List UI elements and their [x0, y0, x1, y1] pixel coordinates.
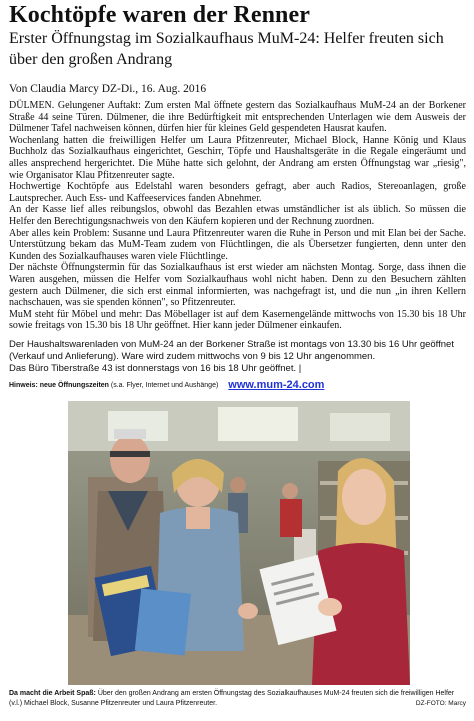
paragraph: Der nächste Öffnungstermin für das Sozialkaufhaus ist erst wieder am nächsten Montag. Sorge, dass ihnen die Waren ausgehen, müssen die Helfer vom Sozialkaufhaus wohl nicht haben. Denn zu den Besuchern zählten gestern auch Dülmener, die sich erst einmal informierten, was nachgefragt ist, und die nun „in ihren Kellern nachschauen, was sie spenden können", so Pfitzenreuter. [9, 262, 466, 309]
article-photo [68, 401, 410, 685]
paragraph: Hochwertige Kochtöpfe aus Edelstahl waren besonders gefragt, aber auch Radios, Stereoanlagen, große Lautsprecher. Auch Ess- und Kaffeeservices fanden Abnehmer. [9, 181, 466, 204]
paragraph: An der Kasse lief alles reibungslos, obwohl das Bezahlen etwas umständlicher ist als üblich. So müssen die Helfer den Berechtigungsnachweis von den Käufern kopieren und der Rechnung zuordnen. [9, 204, 466, 227]
article-subhead: Erster Öffnungstag im Sozialkaufhaus MuM-24: Helfer freuten sich über den großen Andrang [9, 30, 444, 68]
website-link[interactable]: www.mum-24.com [228, 379, 325, 391]
photo-illustration [68, 401, 410, 685]
photo-credit: DZ-FOTO: Marcy [415, 700, 466, 707]
hours-paragraph: Der Haushaltswarenladen von MuM-24 an der Borkener Straße ist montags von 13.30 bis 16 Uhr geöffnet (Verkauf und Anlieferung). Ware wird zudem mittwochs von 9 bis 12 Uhr angenommen. [9, 339, 454, 362]
paragraph: Wochenlang hatten die freiwilligen Helfer um Laura Pfitzenreuter, Michael Block, Hanne König und Klaus Buchholz das Sozialkaufhaus eingerichtet, Geschirr, Töpfe und Haushaltsgeräte in die Regale eingeräumt und alles ansprechend hergerichtet. Die Mühe hatte sich gelohnt, der Andrang am ersten Öffnungstag war „riesig", wie Organisator Klau Pfitzenreuter sagte. [9, 134, 466, 181]
caption-lead: Da macht die Arbeit Spaß: [9, 690, 96, 697]
hours-paragraph: Das Büro Tiberstraße 43 ist donnerstags von 16 bis 18 Uhr geöffnet. | [9, 363, 302, 374]
paragraph: MuM steht für Möbel und mehr: Das Möbellager ist auf dem Kasernengelände mittwochs von 15.30 bis 18 Uhr sowie freitags von 15.30 bis 18 Uhr geöffnet. Hier kann jeder Dülmener einkaufen. [9, 308, 466, 332]
article-headline: Kochtöpfe waren der Renner [9, 2, 311, 28]
hint-line [9, 379, 469, 392]
caption-text: Über den großen Andrang am ersten Öffnungstag des Sozialkaufhauses MuM-24 freuten sich die freiwilligen Helfer (v.l.) Michael Block, Susanne Pfitzenreuter und Laura Pfitzenreuter. [9, 690, 455, 707]
article-byline: Von Claudia Marcy DZ-Di., 16. Aug. 2016 [9, 83, 207, 95]
article-body [9, 100, 466, 332]
paragraph: Aber alles kein Problem: Susanne und Laura Pfitzenreuter waren die Ruhe in Person und mit Elan bei der Sache. Unterstützung bekam das MuM-Team zudem von Flüchtlingen, die als Übersetzer fungierten, denn unter den Kunden des Sozialkaufhauses waren viele Flüchtlinge. [9, 227, 466, 262]
hint-label: Hinweis: neue Öffnungszeiten [9, 382, 109, 389]
photo-caption [9, 689, 466, 709]
hint-detail: (s.a. Flyer, Internet und Aushänge) [110, 382, 219, 389]
opening-hours [9, 339, 466, 375]
paragraph: DÜLMEN. Gelungener Auftakt: Zum ersten Mal öffnete gestern das Sozialkaufhaus MuM-24 an der Borkener Straße 44 seine Türen. Dülmener, die ihre Bedürftigkeit mit entsprechenden Unterlagen wie dem Ausweis der Dülmener Tafel nachweisen können, dürfen hier für kleines Geld gespendeten Hausrat kaufen. [9, 100, 466, 135]
